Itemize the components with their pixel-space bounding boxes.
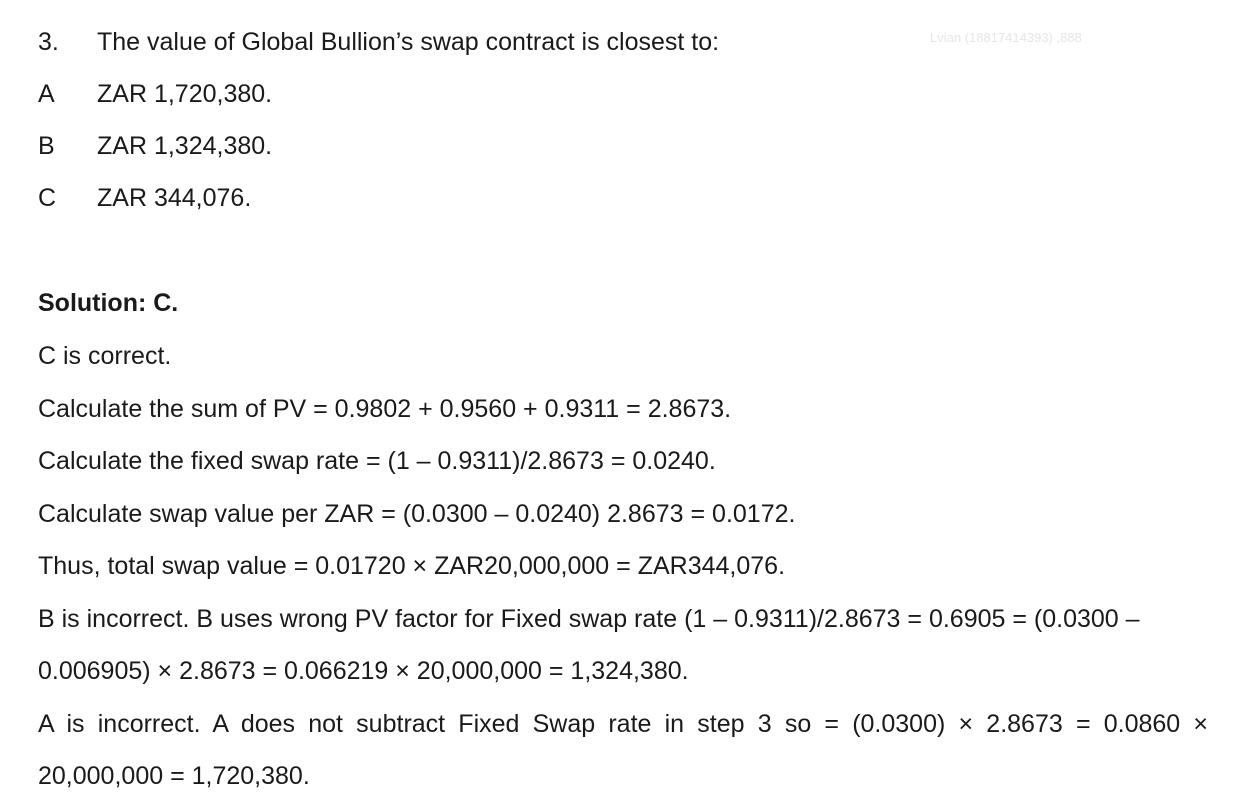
solution-line: Thus, total swap value = 0.01720 × ZAR20,000,000 = ZAR344,076. xyxy=(38,552,786,580)
solution-line: 0.006905) × 2.8673 = 0.066219 × 20,000,000 = 1,324,380. xyxy=(38,657,689,685)
question-number: 3. xyxy=(38,28,59,56)
question-text: The value of Global Bullion’s swap contract is closest to: xyxy=(97,28,720,56)
solution-heading: Solution: C. xyxy=(38,289,179,317)
solution-line: Calculate swap value per ZAR = (0.0300 – 0.0240) 2.8673 = 0.0172. xyxy=(38,500,796,528)
solution-line: B is incorrect. B uses wrong PV factor for Fixed swap rate (1 – 0.9311)/2.8673 = 0.6905 = (0.0300 – xyxy=(38,605,1140,633)
option-letter-c: C xyxy=(38,184,57,212)
option-text-b: ZAR 1,324,380. xyxy=(97,132,273,160)
solution-line: C is correct. xyxy=(38,342,172,370)
solution-line: 20,000,000 = 1,720,380. xyxy=(38,762,310,790)
option-letter-b: B xyxy=(38,132,55,160)
solution-line: A is incorrect. A does not subtract Fixed Swap rate in step 3 so = (0.0300) × 2.8673 = 0.0860 × xyxy=(38,710,1208,738)
solution-line: Calculate the fixed swap rate = (1 – 0.9311)/2.8673 = 0.0240. xyxy=(38,447,716,475)
solution-line: Calculate the sum of PV = 0.9802 + 0.9560 + 0.9311 = 2.8673. xyxy=(38,395,732,423)
watermark: Lvian (18817414393) ,888 xyxy=(930,30,1082,45)
option-letter-a: A xyxy=(38,80,55,108)
option-text-c: ZAR 344,076. xyxy=(97,184,252,212)
option-text-a: ZAR 1,720,380. xyxy=(97,80,273,108)
